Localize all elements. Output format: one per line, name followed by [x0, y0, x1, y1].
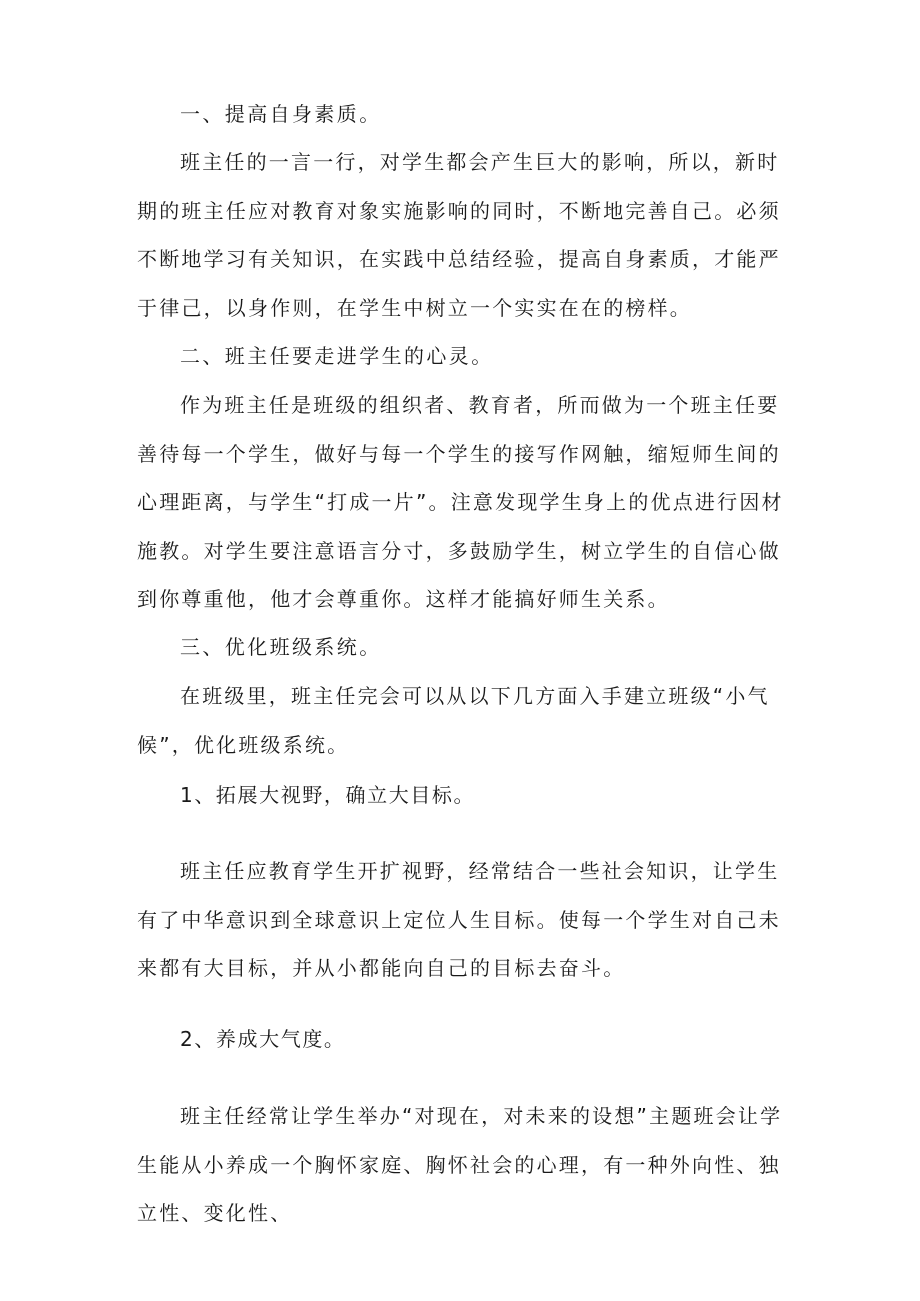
subsection-heading-2: 2、养成大气度。 [180, 1027, 346, 1051]
body-paragraph-4: 班主任应教育学生开扩视野，经常结合一些社会知识，让学生有了中华意识到全球意识上定位人生目标。使每一个学生对自己未来都有大目标，并从小都能向自己的目标去奋斗。 [137, 859, 781, 980]
section-heading-1: 一、提高自身素质。 [180, 102, 382, 126]
subsection-heading-1: 1、拓展大视野，确立大目标。 [180, 783, 476, 807]
body-paragraph-3: 在班级里，班主任完会可以从以下几方面入手建立班级“小气候”，优化班级系统。 [137, 684, 770, 757]
body-paragraph-1: 班主任的一言一行，对学生都会产生巨大的影响，所以，新时期的班主任应对教育对象实施影响的同时，不断地完善自己。必须不断地学习有关知识，在实践中总结经验，提高自身素质，才能严于律己，以身作则，在学生中树立一个实实在在的榜样。 [137, 150, 781, 320]
section-heading-2: 二、班主任要走进学生的心灵。 [180, 344, 494, 368]
body-paragraph-5: 班主任经常让学生举办“对现在，对未来的设想”主题班会让学生能从小养成一个胸怀家庭、胸怀社会的心理，有一种外向性、独立性、变化性、 [137, 1104, 783, 1225]
body-paragraph-2: 作为班主任是班级的组织者、教育者，所而做为一个班主任要善待每一个学生，做好与每一个学生的接写作网触，缩短师生间的心理距离，与学生“打成一片”。注意发现学生身上的优点进行因材施教。对学生要注意语言分寸，多鼓励学生，树立学生的自信心做到你尊重他，他才会尊重你。这样才能搞好师生关系。 [137, 393, 784, 611]
section-heading-3: 三、优化班级系统。 [180, 635, 382, 659]
